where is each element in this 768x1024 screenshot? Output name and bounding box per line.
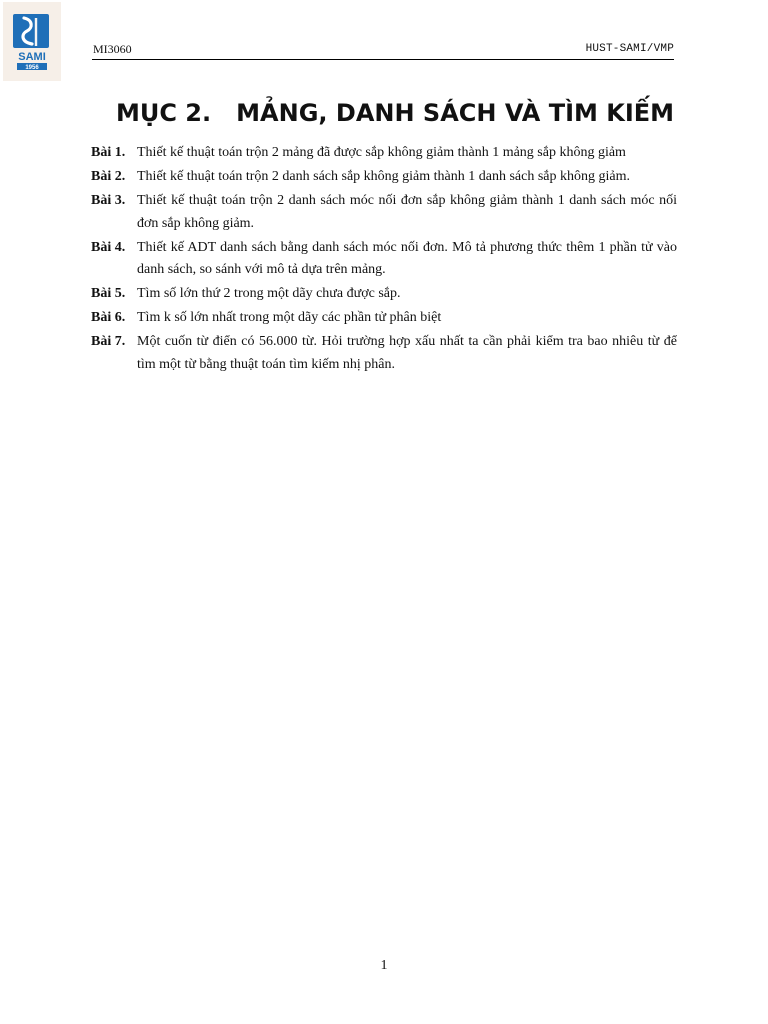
exercise-text: Một cuốn từ điển có 56.000 từ. Hỏi trường hợp xấu nhất ta cần phải kiểm tra bao nhiêu từ để tìm một từ bằng thuật toán tìm kiếm nhị phân. [137, 334, 677, 372]
exercise-label: Bài 7. [91, 334, 126, 349]
exercise-text: Thiết kế thuật toán trộn 2 danh sách móc nối đơn sắp không giảm thành 1 danh sách móc nối đơn sắp không giảm. [137, 193, 677, 231]
logo-year: 1956 [25, 65, 39, 71]
exercise-list [91, 142, 677, 378]
page-header [92, 42, 674, 60]
exercise-text: Thiết kế thuật toán trộn 2 danh sách sắp không giảm thành 1 danh sách sắp không giảm. [137, 169, 631, 184]
exercise-text: Thiết kế thuật toán trộn 2 mảng đã được sắp không giảm thành 1 mảng sắp không giảm [137, 145, 626, 160]
exercise-label: Bài 6. [91, 310, 126, 325]
header-right-label: HUST-SAMI/VMP [585, 43, 674, 55]
logo-text: SAMI [18, 51, 46, 63]
exercise-label: Bài 3. [91, 193, 126, 208]
exercise-item [91, 307, 677, 330]
course-code: MI3060 [93, 42, 132, 56]
exercise-label: Bài 5. [91, 286, 126, 301]
exercise-label: Bài 1. [91, 145, 126, 160]
exercise-item [91, 331, 677, 376]
exercise-item [91, 166, 677, 189]
exercise-item [91, 190, 677, 235]
exercise-label: Bài 2. [91, 169, 126, 184]
sami-logo [3, 2, 61, 81]
exercise-item [91, 283, 677, 306]
page-number: 1 [380, 958, 388, 973]
exercise-text: Thiết kế ADT danh sách bằng danh sách móc nối đơn. Mô tả phương thức thêm 1 phần tử vào danh sách, so sánh với mô tả dựa trên mảng. [137, 239, 677, 277]
exercise-item [91, 237, 677, 282]
exercise-label: Bài 4. [91, 239, 126, 255]
section-title: MỤC 2. MẢNG, DANH SÁCH VÀ TÌM KIẾM [115, 99, 675, 127]
exercise-text: Tìm k số lớn nhất trong một dãy các phần tử phân biệt [137, 310, 442, 325]
exercise-item [91, 142, 677, 165]
exercise-text: Tìm số lớn thứ 2 trong một dãy chưa được sắp. [137, 286, 401, 301]
sami-logo-icon [3, 2, 61, 81]
